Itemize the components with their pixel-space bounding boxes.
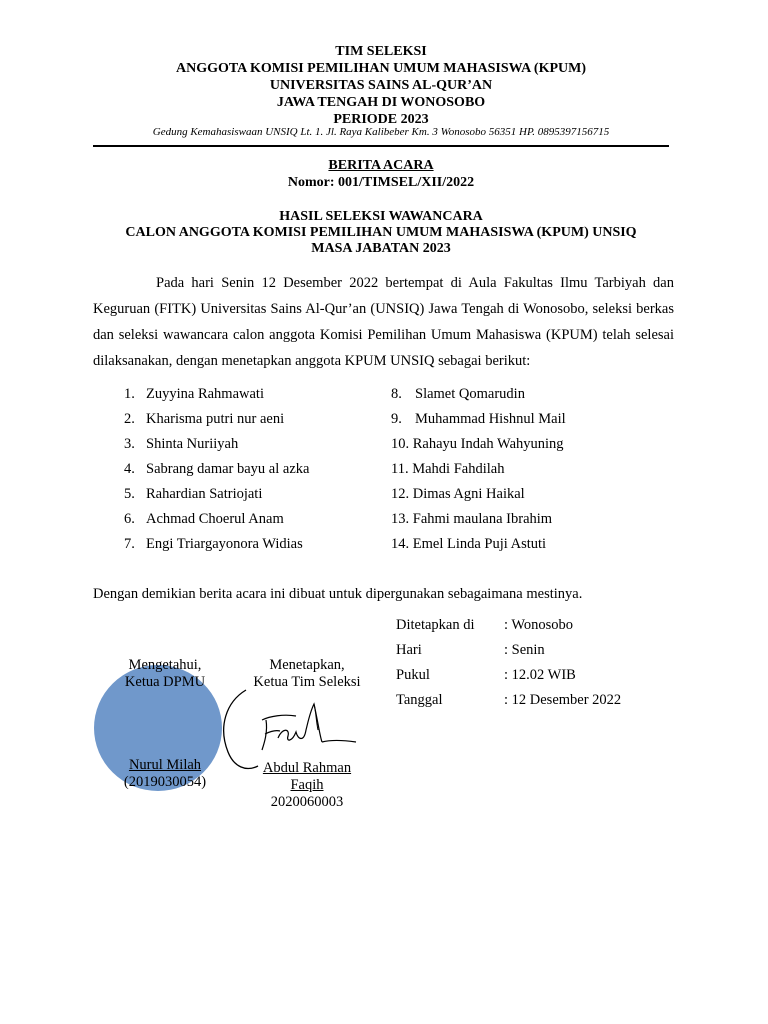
subject-line-3: MASA JABATAN 2023 xyxy=(311,241,451,256)
list-item: 8. Slamet Qomarudin xyxy=(391,386,525,402)
signatory-left-position: Ketua DPMU xyxy=(124,674,206,690)
signatory-right-role: Menetapkan, xyxy=(269,657,345,673)
info-row: Pukul : 12.02 WIB xyxy=(396,667,576,683)
header-line-5: PERIODE 2023 xyxy=(333,112,429,127)
info-row: Ditetapkan di : Wonosobo xyxy=(396,617,574,633)
list-item: 14. Emel Linda Puji Astuti xyxy=(391,536,547,552)
subject-line-1: HASIL SELEKSI WAWANCARA xyxy=(279,209,483,224)
list-item: 4. Sabrang damar bayu al azka xyxy=(124,461,310,477)
signatory-right xyxy=(246,657,368,691)
header-line-4: JAWA TENGAH DI WONOSOBO xyxy=(276,95,486,110)
list-item: 3. Shinta Nuriiyah xyxy=(124,436,239,452)
signatory-left-name: Nurul Milah xyxy=(128,757,202,773)
header-line-1: TIM SELEKSI xyxy=(335,44,427,59)
signatory-right-name-2: Faqih xyxy=(290,777,324,793)
signatory-left-id: (2019030054) xyxy=(123,774,207,790)
doc-number: Nomor: 001/TIMSEL/XII/2022 xyxy=(287,175,475,190)
subject-line-2: CALON ANGGOTA KOMISI PEMILIHAN UMUM MAHASISWA (KPUM) UNSIQ xyxy=(125,225,637,240)
members-list-right xyxy=(391,382,566,557)
header-line-2: ANGGOTA KOMISI PEMILIHAN UMUM MAHASISWA (KPUM) xyxy=(175,61,587,76)
list-item: 9. Muhammad Hishnul Mail xyxy=(391,411,566,427)
info-row: Tanggal : 12 Desember 2022 xyxy=(396,692,622,708)
list-item: 5. Rahardian Satriojati xyxy=(124,486,263,502)
signatory-left-role: Mengetahui, xyxy=(128,657,202,673)
header-divider xyxy=(93,145,669,147)
signatory-right-id: 2020060003 xyxy=(270,794,344,810)
list-item: 2. Kharisma putri nur aeni xyxy=(124,411,285,427)
list-item: 12. Dimas Agni Haikal xyxy=(391,486,525,502)
list-item: 6. Achmad Choerul Anam xyxy=(124,511,284,527)
body-paragraph: Pada hari Senin 12 Desember 2022 bertempat di Aula Fakultas Ilmu Tarbiyah dan Keguruan (FITK) Universitas Sains Al-Qur’an (UNSIQ) Jawa Tengah di Wonosobo, seleksi berkas dan seleksi wawancara calon anggota Komisi Pemilihan Umum Mahasiswa (KPUM) telah selesai dilaksanakan, dengan menetapkan anggota KPUM UNSIQ sebagai berikut: xyxy=(93,275,674,369)
signatory-left-identity xyxy=(104,757,226,791)
signatory-left xyxy=(104,657,226,691)
info-row: Hari : Senin xyxy=(396,642,545,658)
decision-info xyxy=(396,613,621,713)
signatory-right-name-1: Abdul Rahman xyxy=(262,760,352,776)
signatory-right-position: Ketua Tim Seleksi xyxy=(253,674,361,690)
closing-statement: Dengan demikian berita acara ini dibuat untuk dipergunakan sebagaimana mestinya. xyxy=(93,586,583,602)
doc-title-text: BERITA ACARA xyxy=(328,158,434,173)
doc-title xyxy=(90,158,672,174)
list-item: 11. Mahdi Fahdilah xyxy=(391,461,505,477)
list-item: 10. Rahayu Indah Wahyuning xyxy=(391,436,564,452)
list-item: 1. Zuyyina Rahmawati xyxy=(124,386,264,402)
list-item: 7. Engi Triargayonora Widias xyxy=(124,536,303,552)
header-line-3: UNIVERSITAS SAINS AL-QUR’AN xyxy=(269,78,493,93)
header-address: Gedung Kemahasiswaan UNSIQ Lt. 1. Jl. Raya Kalibeber Km. 3 Wonosobo 56351 HP. 0895397156715 xyxy=(152,126,610,138)
signatory-right-identity xyxy=(246,760,368,811)
list-item: 13. Fahmi maulana Ibrahim xyxy=(391,511,553,527)
members-list-left xyxy=(124,382,309,557)
